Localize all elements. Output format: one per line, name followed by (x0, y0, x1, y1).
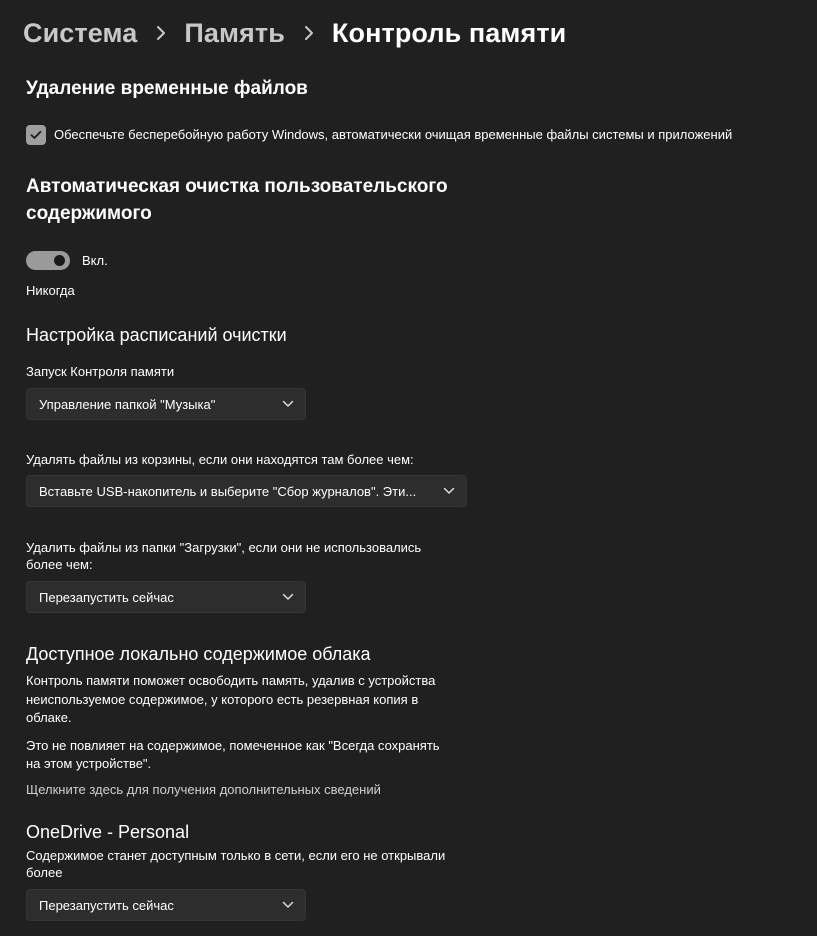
dropdown-value: Перезапустить сейчас (39, 589, 174, 605)
toggle-knob (54, 255, 65, 266)
downloads-label-line1: Удалить файлы из папки "Загрузки", если они не использовались (26, 540, 422, 555)
cloud-content-heading: Доступное локально содержимое облака (26, 644, 371, 664)
onedrive-desc-line2: более (26, 865, 63, 880)
chevron-right-icon (304, 25, 314, 41)
temp-files-checkbox-label: Обеспечьте бесперебойную работу Windows, автоматически очищая временные файлы системы и приложений (54, 127, 733, 142)
recycle-bin-dropdown[interactable] (26, 475, 467, 507)
dropdown-value: Управление папкой "Музыка" (39, 396, 216, 412)
checkmark-icon (30, 130, 42, 140)
chevron-down-icon (282, 901, 294, 909)
schedule-heading: Настройка расписаний очистки (26, 325, 287, 345)
breadcrumb-item-system[interactable]: Система (23, 17, 138, 48)
dropdown-value: Вставьте USB-накопитель и выберите "Сбор журналов". Эти... (39, 483, 417, 499)
cloud-desc-line3: облаке. (26, 710, 72, 725)
auto-cleanup-toggle[interactable] (26, 251, 70, 270)
onedrive-desc-line1: Содержимое станет доступным только в сети, если его не открывали (26, 848, 446, 863)
temp-files-heading: Удаление временные файлов (26, 78, 308, 99)
onedrive-heading: OneDrive - Personal (26, 822, 190, 842)
cloud-note-line1: Это не повлияет на содержимое, помеченное как "Всегда сохранять (26, 738, 440, 753)
run-storage-sense-label: Запуск Контроля памяти (26, 364, 175, 379)
cloud-desc-line1: Контроль памяти поможет освободить память, удалив с устройства (26, 673, 436, 688)
cleanup-status: Никогда (26, 283, 75, 298)
auto-cleanup-heading-line2: содержимого (26, 203, 152, 224)
toggle-state-label: Вкл. (82, 253, 108, 268)
downloads-label-line2: более чем: (26, 557, 93, 572)
chevron-right-icon (156, 25, 166, 41)
onedrive-dropdown[interactable] (26, 889, 306, 921)
temp-files-checkbox[interactable] (26, 125, 46, 145)
chevron-down-icon (282, 400, 294, 408)
cloud-desc-line2: неиспользуемое содержимое, у которого есть резервная копия в (26, 692, 419, 707)
breadcrumb (23, 14, 566, 52)
recycle-bin-label: Удалять файлы из корзины, если они находятся там более чем: (26, 452, 414, 467)
breadcrumb-item-storage[interactable]: Память (184, 17, 285, 48)
cloud-note-line2: на этом устройстве". (26, 756, 152, 771)
auto-cleanup-heading-line1: Автоматическая очистка пользовательского (26, 176, 448, 197)
dropdown-value: Перезапустить сейчас (39, 897, 174, 913)
run-storage-sense-dropdown[interactable] (26, 388, 306, 420)
downloads-dropdown[interactable] (26, 581, 306, 613)
page-title: Контроль памяти (331, 17, 567, 48)
chevron-down-icon (443, 487, 455, 495)
learn-more-link[interactable]: Щелкните здесь для получения дополнительных сведений (26, 782, 381, 797)
chevron-down-icon (282, 593, 294, 601)
